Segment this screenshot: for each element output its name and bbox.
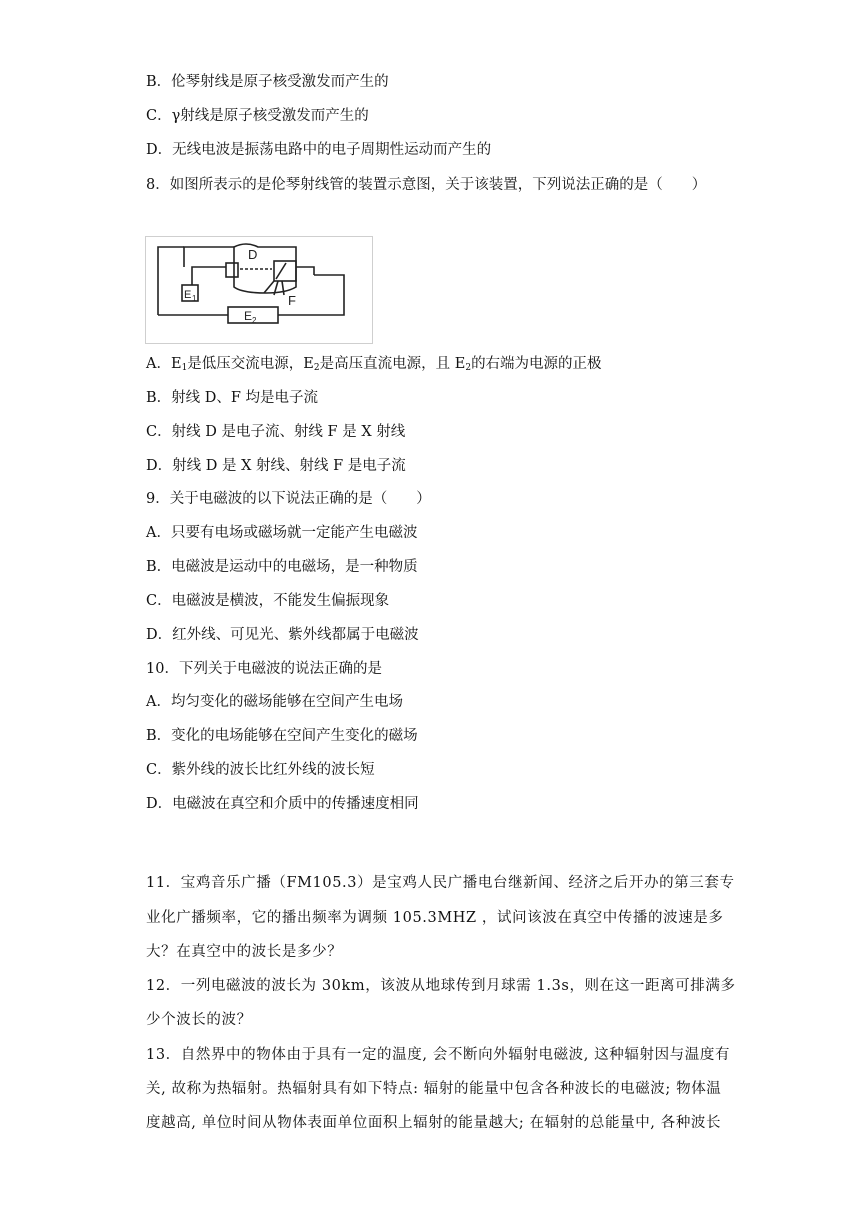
- target-face: [276, 263, 286, 279]
- q10-stem: 10．下列关于电磁波的说法正确的是: [146, 661, 382, 677]
- q9-option-a: A．只要有电场或磁场就一定能产生电磁波: [146, 525, 418, 541]
- q8-a-text-2: 是低压交流电源，E: [187, 356, 314, 372]
- q9-option-c: C．电磁波是横波，不能发生偏振现象: [146, 593, 390, 609]
- q12-line-2: 少个波长的波？: [146, 1012, 252, 1028]
- q8-a-sub-3: 2: [465, 363, 472, 373]
- xray-tube-svg: [146, 237, 372, 343]
- q8-a-text-4: 的右端为电源的正极: [471, 356, 602, 372]
- wire-e1-right: [192, 267, 226, 285]
- q10-option-a: A．均匀变化的磁场能够在空间产生电场: [146, 694, 403, 710]
- q8-option-c: C．射线 D 是电子流、射线 F 是 X 射线: [146, 424, 406, 440]
- q8-option-a: [146, 355, 602, 377]
- q8-a-sub-2: 2: [313, 363, 320, 373]
- q7-option-b: B．伦琴射线是原子核受激发而产生的: [146, 74, 389, 90]
- q8-option-b: B．射线 D、F 均是电子流: [146, 390, 319, 406]
- wire-outer-left: [158, 247, 184, 315]
- q8-stem: 8．如图所表示的是伦琴射线管的装置示意图，关于该装置，下列说法正确的是（ ）: [146, 177, 707, 193]
- cathode: [226, 263, 238, 277]
- q11-line-3: 大？在真空中的波长是多少？: [146, 944, 343, 960]
- q11-line-1: 11．宝鸡音乐广播（FM105.3）是宝鸡人民广播电台继新闻、经济之后开办的第三套专: [146, 875, 735, 891]
- label-d: D: [248, 247, 258, 262]
- label-e1-sub: 1: [192, 294, 197, 303]
- q8-a-text-1: A．E: [146, 356, 182, 372]
- label-e2: E: [244, 309, 253, 323]
- label-f: F: [288, 293, 296, 308]
- q10-option-d: D．电磁波在真空和介质中的传播速度相同: [146, 796, 419, 812]
- q9-option-b: B．电磁波是运动中的电磁场，是一种物质: [146, 559, 418, 575]
- q9-option-d: D．红外线、可见光、紫外线都属于电磁波: [146, 627, 419, 643]
- q10-option-c: C．紫外线的波长比红外线的波长短: [146, 762, 375, 778]
- anode-lead: [296, 267, 314, 275]
- q10-option-b: B．变化的电场能够在空间产生变化的磁场: [146, 728, 418, 744]
- q13-line-3: 度越高, 单位时间从物体表面单位面积上辐射的能量越大; 在辐射的总能量中, 各种波长: [146, 1115, 722, 1131]
- q8-a-text-3: 是高压直流电源，且 E: [319, 356, 466, 372]
- q13-line-2: 关, 故称为热辐射。热辐射具有如下特点: 辐射的能量中包含各种波长的电磁波; 物体温: [146, 1081, 722, 1097]
- q8-option-d: D．射线 D 是 X 射线、射线 F 是电子流: [146, 458, 406, 474]
- q9-stem: 9．关于电磁波的以下说法正确的是（ ）: [146, 491, 431, 507]
- q12-line-1: 12．一列电磁波的波长为 30km，该波从地球传到月球需 1.3s，则在这一距离可排满多: [146, 978, 736, 994]
- label-e1: E: [184, 289, 192, 301]
- q11-line-2: 业化广播频率，它的播出频率为调频 105.3MHZ ，试问该波在真空中传播的波速是多: [146, 910, 724, 926]
- q7-option-c: C．γ射线是原子核受激发而产生的: [146, 108, 369, 124]
- q13-line-1: 13．自然界中的物体由于具有一定的温度, 会不断向外辐射电磁波, 这种辐射因与温度有: [146, 1047, 731, 1063]
- q7-option-d: D．无线电波是振荡电路中的电子周期性运动而产生的: [146, 142, 492, 158]
- label-e2-sub: 2: [252, 316, 257, 325]
- q8-a-sub-1: 1: [181, 363, 188, 373]
- xray-tube-diagram: [145, 236, 373, 344]
